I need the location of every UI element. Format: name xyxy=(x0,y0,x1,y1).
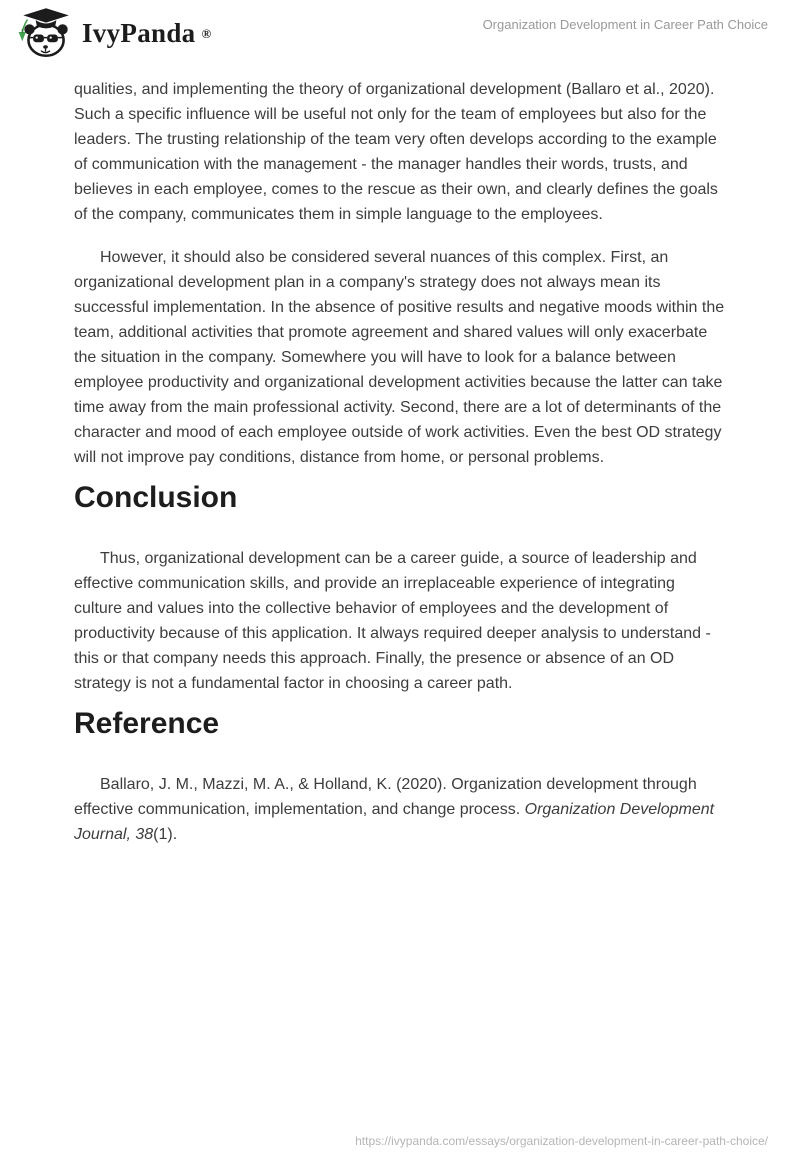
source-url-link[interactable]: https://ivypanda.com/essays/organization-development-in-career-path-choice/ xyxy=(355,1134,768,1148)
essay-paragraph-nuances: However, it should also be considered several nuances of this complex. First, an organizational development plan in a company's strategy does not always mean its successful implementation. In the absence of positive results and negative moods within the team, additional activities that promote agreement and shared values will only exacerbate the situation in the company. Somewhere you will have to look for a balance between employee productivity and organizational development activities because the latter can take time away from the main professional activity. Second, there are a lot of determinants of the character and mood of each employee outside of work activities. Even the best OD strategy will not improve pay conditions, distance from home, or personal problems. xyxy=(74,249,725,466)
reference-issue: (1). xyxy=(153,826,178,843)
ivypanda-logo-link[interactable] xyxy=(14,6,211,60)
conclusion-heading: Conclusion xyxy=(74,481,238,514)
brand-name: IvyPanda xyxy=(82,17,196,48)
page-header xyxy=(0,0,800,62)
essay-paragraph-conclusion: Thus, organizational development can be a career guide, a source of leadership and effective communication skills, and provide an irreplaceable experience of integrating culture and values into the collective behavior of employees and the development of productivity because of this application. It always required deeper analysis to understand - this or that company needs this approach. Finally, the presence or absence of an OD strategy is not a fundamental factor in choosing a career path. xyxy=(74,550,711,692)
reference-entry xyxy=(74,772,726,847)
document-title: Organization Development in Career Path Choice xyxy=(482,17,768,32)
essay-paragraph-continuation: qualities, and implementing the theory of organizational development (Ballaro et al., 2020). Such a specific influence will be useful not only for the team of employees but also for the leaders. The trusting relationship of the team very often develops according to the example of communication with the management - the manager handles their words, trusts, and believes in each employee, comes to the rescue as their own, and clearly defines the goals of the company, communicates them in simple language to the employees. xyxy=(74,81,718,223)
panda-graduation-cap-icon xyxy=(14,6,76,60)
reference-journal-italic: Organization Development Journal, 38 xyxy=(74,801,715,843)
reference-heading: Reference xyxy=(74,707,220,740)
essay-body xyxy=(74,62,726,847)
reference-main-text: Ballaro, J. M., Mazzi, M. A., & Holland, K. (2020). Organization development through effective communication, implementation, and change process. xyxy=(74,776,697,818)
registered-trademark: ® xyxy=(201,25,212,41)
